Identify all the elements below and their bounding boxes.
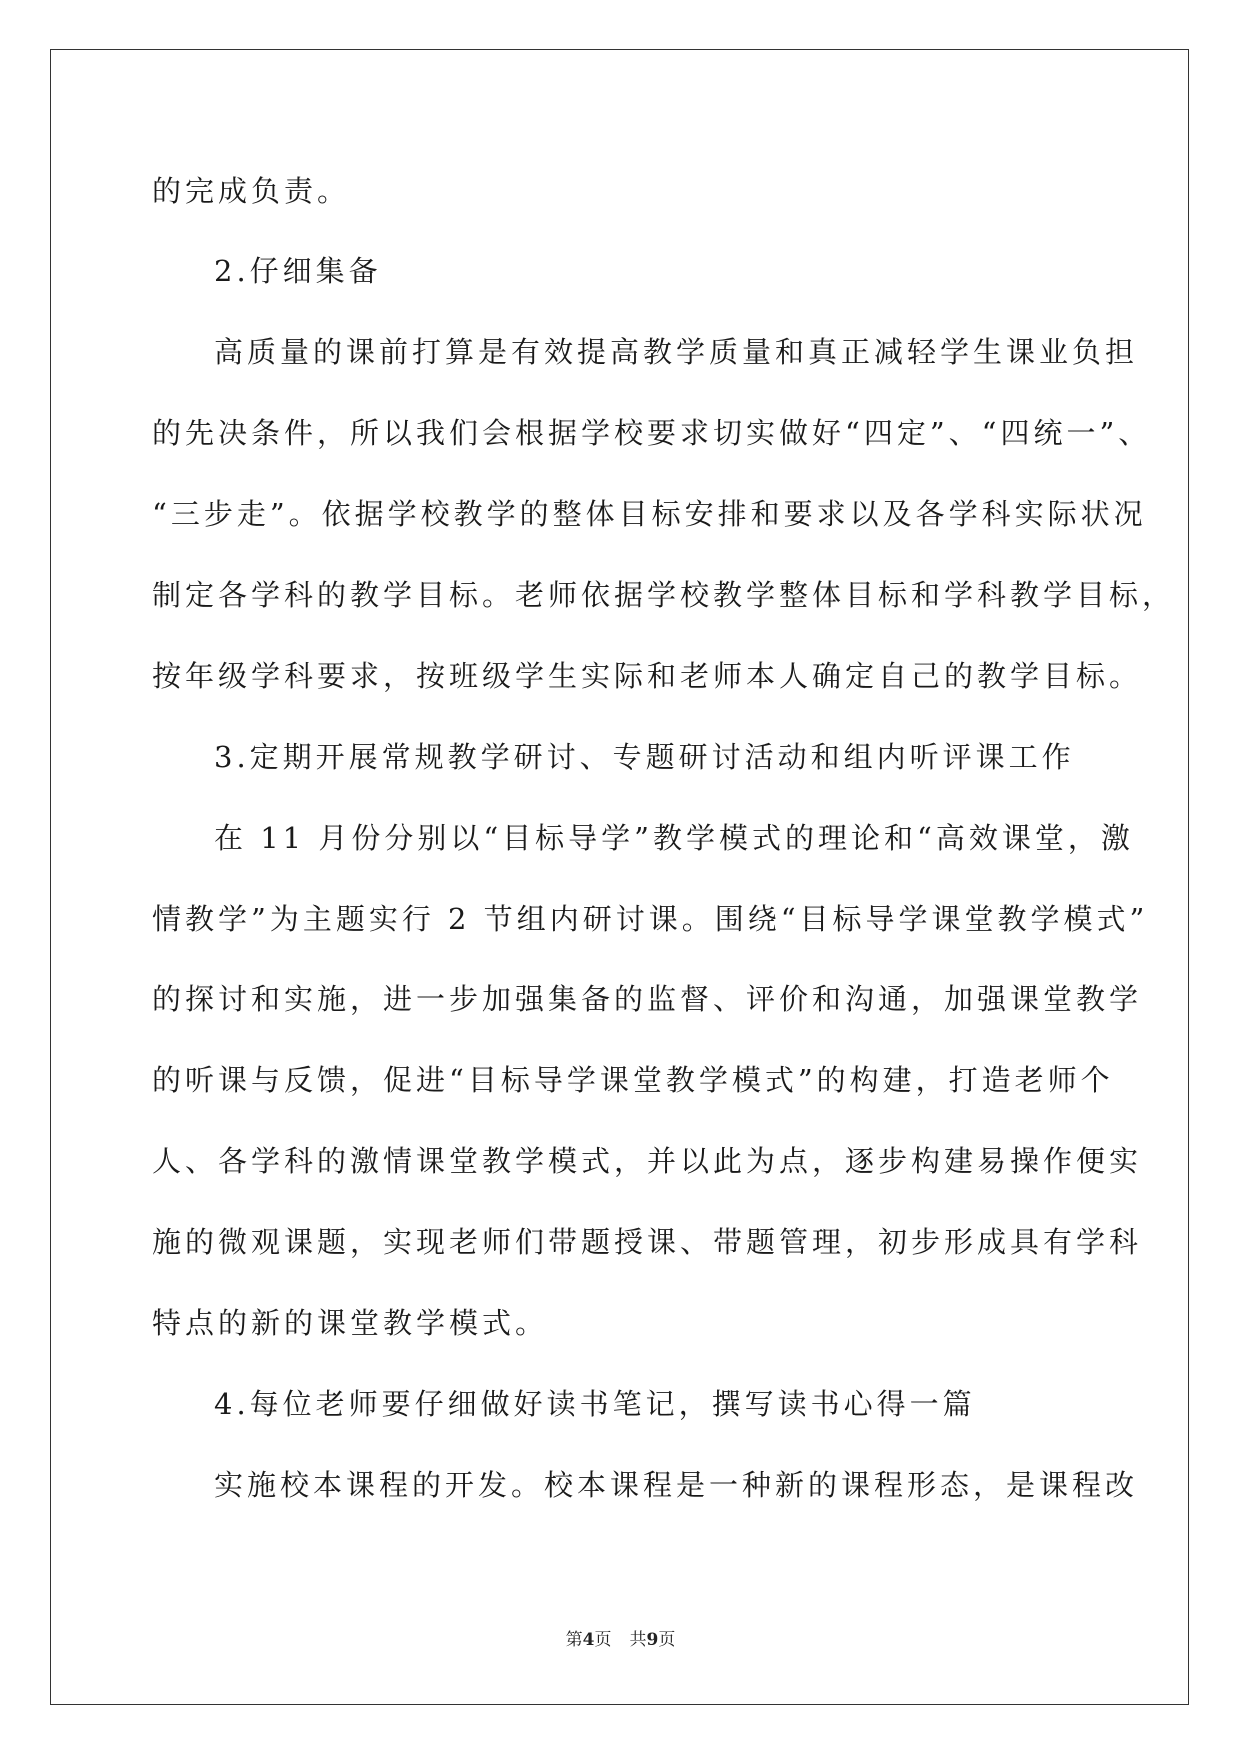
total-page-number: 9 [646,1630,659,1650]
paragraph-2-line-5: 人、各学科的激情课堂教学模式，并以此为点，逐步构建易操作便实 [152,1144,1143,1178]
page-number-footer [0,1628,1241,1652]
paragraph-2-line-3: 的探讨和实施，进一步加强集备的监督、评价和沟通，加强课堂教学 [152,982,1143,1016]
paragraph-2-line-4: 的听课与反馈，促进“目标导学课堂教学模式”的构建，打造老师个 [152,1063,1114,1097]
paragraph-1-line-3: “三步走”。依据学校教学的整体目标安排和要求以及各学科实际状况 [152,497,1147,531]
page-suffix: 页 [594,1630,612,1650]
section-heading-4: 4.每位老师要仔细做好读书笔记，撰写读书心得一篇 [214,1387,976,1421]
page-prefix: 第 [565,1630,583,1650]
paragraph-1-line-4: 制定各学科的教学目标。老师依据学校教学整体目标和学科教学目标， [152,578,1176,612]
page-border [50,49,1189,1705]
total-suffix: 页 [658,1630,676,1650]
paragraph-1-line-1: 高质量的课前打算是有效提高教学质量和真正减轻学生课业负担 [214,335,1139,369]
paragraph-2-line-1: 在 11 月份分别以“目标导学”教学模式的理论和“高效课堂，激 [214,821,1134,855]
paragraph-2-line-6: 施的微观课题，实现老师们带题授课、带题管理，初步形成具有学科 [152,1225,1143,1259]
body-line-1: 的完成负责。 [152,174,351,208]
section-heading-3: 3.定期开展常规教学研讨、专题研讨活动和组内听评课工作 [214,740,1075,774]
paragraph-2-line-7: 特点的新的课堂教学模式。 [152,1306,549,1340]
total-prefix: 共 [629,1630,647,1650]
section-heading-2: 2.仔细集备 [214,254,382,288]
paragraph-3-line-1: 实施校本课程的开发。校本课程是一种新的课程形态，是课程改 [214,1468,1139,1502]
paragraph-1-line-5: 按年级学科要求，按班级学生实际和老师本人确定自己的教学目标。 [152,659,1143,693]
paragraph-1-line-2: 的先决条件，所以我们会根据学校要求切实做好“四定”、“四统一”、 [152,416,1152,450]
current-page-number: 4 [582,1630,595,1650]
paragraph-2-line-2: 情教学”为主题实行 2 节组内研讨课。围绕“目标导学课堂教学模式” [152,902,1149,936]
